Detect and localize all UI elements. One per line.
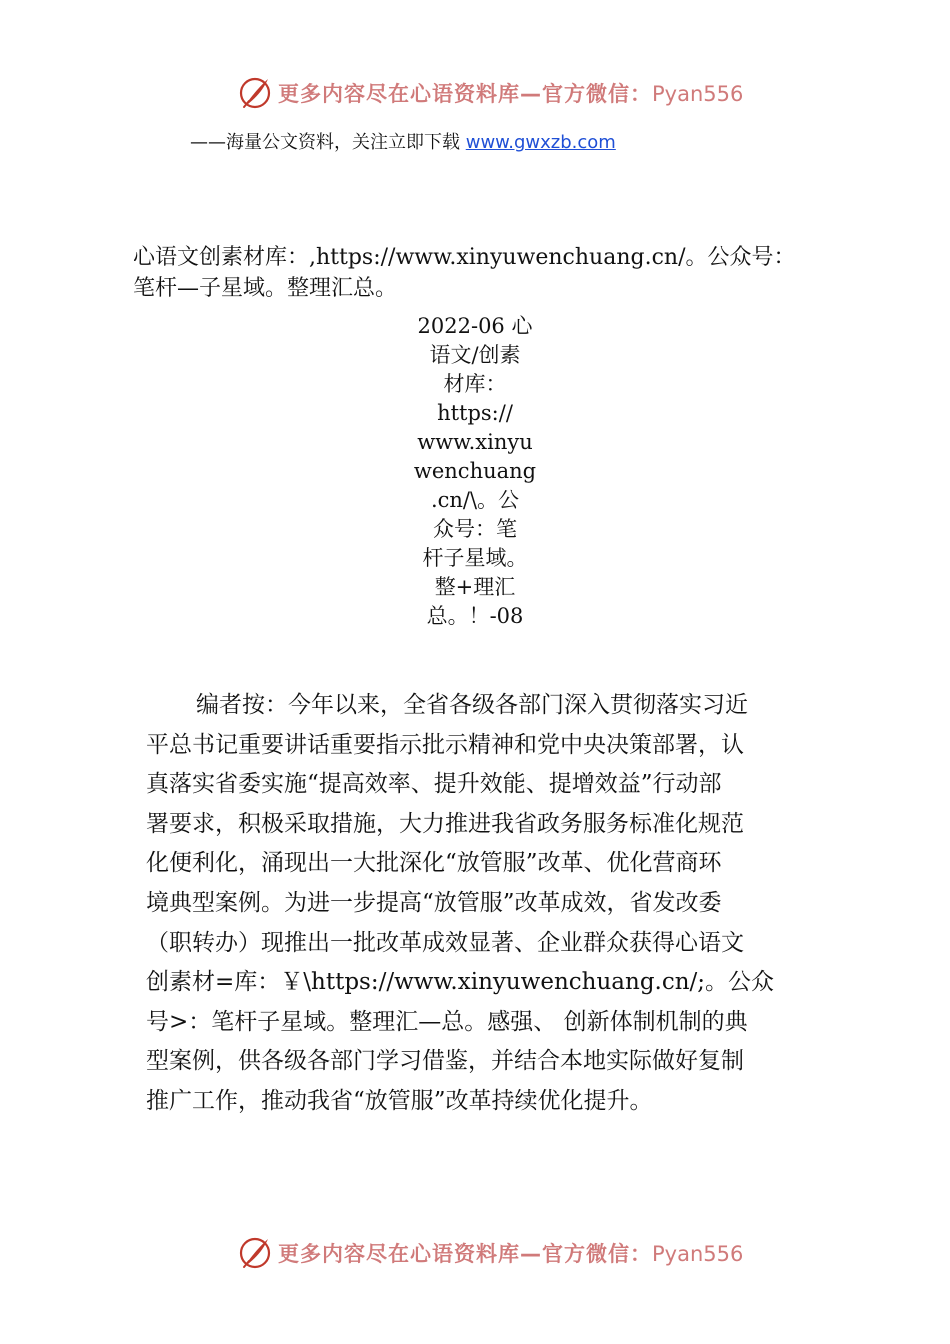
paragraph-line: 编者按：今年以来，全省各级各部门深入贯彻落实习近 — [196, 692, 748, 718]
column-line: 材库： — [443, 372, 507, 396]
column-line: https:// — [437, 401, 513, 425]
paragraph-line: 创素材=库：￥\https://www.xinyuwenchuang.cn/;。公众 — [146, 969, 775, 996]
paragraph-line: 推广工作，推动我省“放管服”改革持续优化提升。 — [146, 1087, 653, 1114]
column-line: 杆子星域。 — [422, 546, 528, 570]
column-line: wenchuang — [413, 459, 537, 483]
banner-title: 更多内容尽在心语资料库—官方微信： — [278, 82, 652, 106]
paragraph-line: 境典型案例。为进一步提高“放管服”改革成效，省发改委 — [146, 889, 722, 916]
download-subline — [190, 128, 616, 154]
quill-logo-icon — [236, 74, 274, 112]
download-link[interactable]: www.gwxzb.com — [465, 132, 616, 153]
banner-title: 更多内容尽在心语资料库—官方微信： — [278, 1242, 652, 1266]
source-note-column — [405, 312, 545, 631]
paragraph-line: 平总书记重要讲话重要指示批示精神和党中央决策部署，认 — [146, 731, 744, 758]
header-banner — [236, 73, 743, 113]
footer-banner — [236, 1233, 743, 1273]
column-line: www.xinyu — [417, 430, 533, 454]
paragraph-line: 型案例，供各级各部门学习借鉴，并结合本地实际做好复制 — [146, 1048, 744, 1075]
banner-wechat-id: Pyan556 — [652, 1242, 744, 1266]
paragraph-line: 化便利化，涌现出一大批深化“放管服”改革、优化营商环 — [146, 850, 722, 877]
column-line: 2022-06 心 — [417, 314, 533, 338]
column-line: 总。！-08 — [426, 604, 524, 628]
column-line: 整+理汇 — [434, 575, 516, 599]
banner-text — [278, 78, 743, 108]
paragraph-line: 真落实省委实施“提高效率、提升效能、提增效益”行动部 — [146, 771, 722, 798]
editor-note-paragraph — [146, 686, 826, 1122]
column-line: 语文/创素 — [429, 343, 521, 367]
subline-text: ——海量公文资料，关注立即下载 — [190, 132, 466, 153]
column-line: 众号：笔 — [433, 517, 517, 541]
banner-wechat-id: Pyan556 — [652, 82, 744, 106]
paragraph-line: 署要求，积极采取措施，大力推进我省政务服务标准化规范 — [146, 810, 744, 837]
quill-logo-icon — [236, 1234, 274, 1272]
intro-paragraph: 心语文创素材库：,https://www.xinyuwenchuang.cn/。公众号： 笔杆—子星域。整理汇总。 — [133, 245, 796, 301]
paragraph-line: 号>：笔杆子星域。整理汇—总。感强、 创新体制机制的典 — [146, 1008, 748, 1035]
paragraph-line: （职转办）现推出一批改革成效显著、企业群众获得心语文 — [146, 929, 744, 956]
banner-text — [278, 1238, 743, 1268]
column-line: .cn/\。公 — [430, 488, 520, 512]
